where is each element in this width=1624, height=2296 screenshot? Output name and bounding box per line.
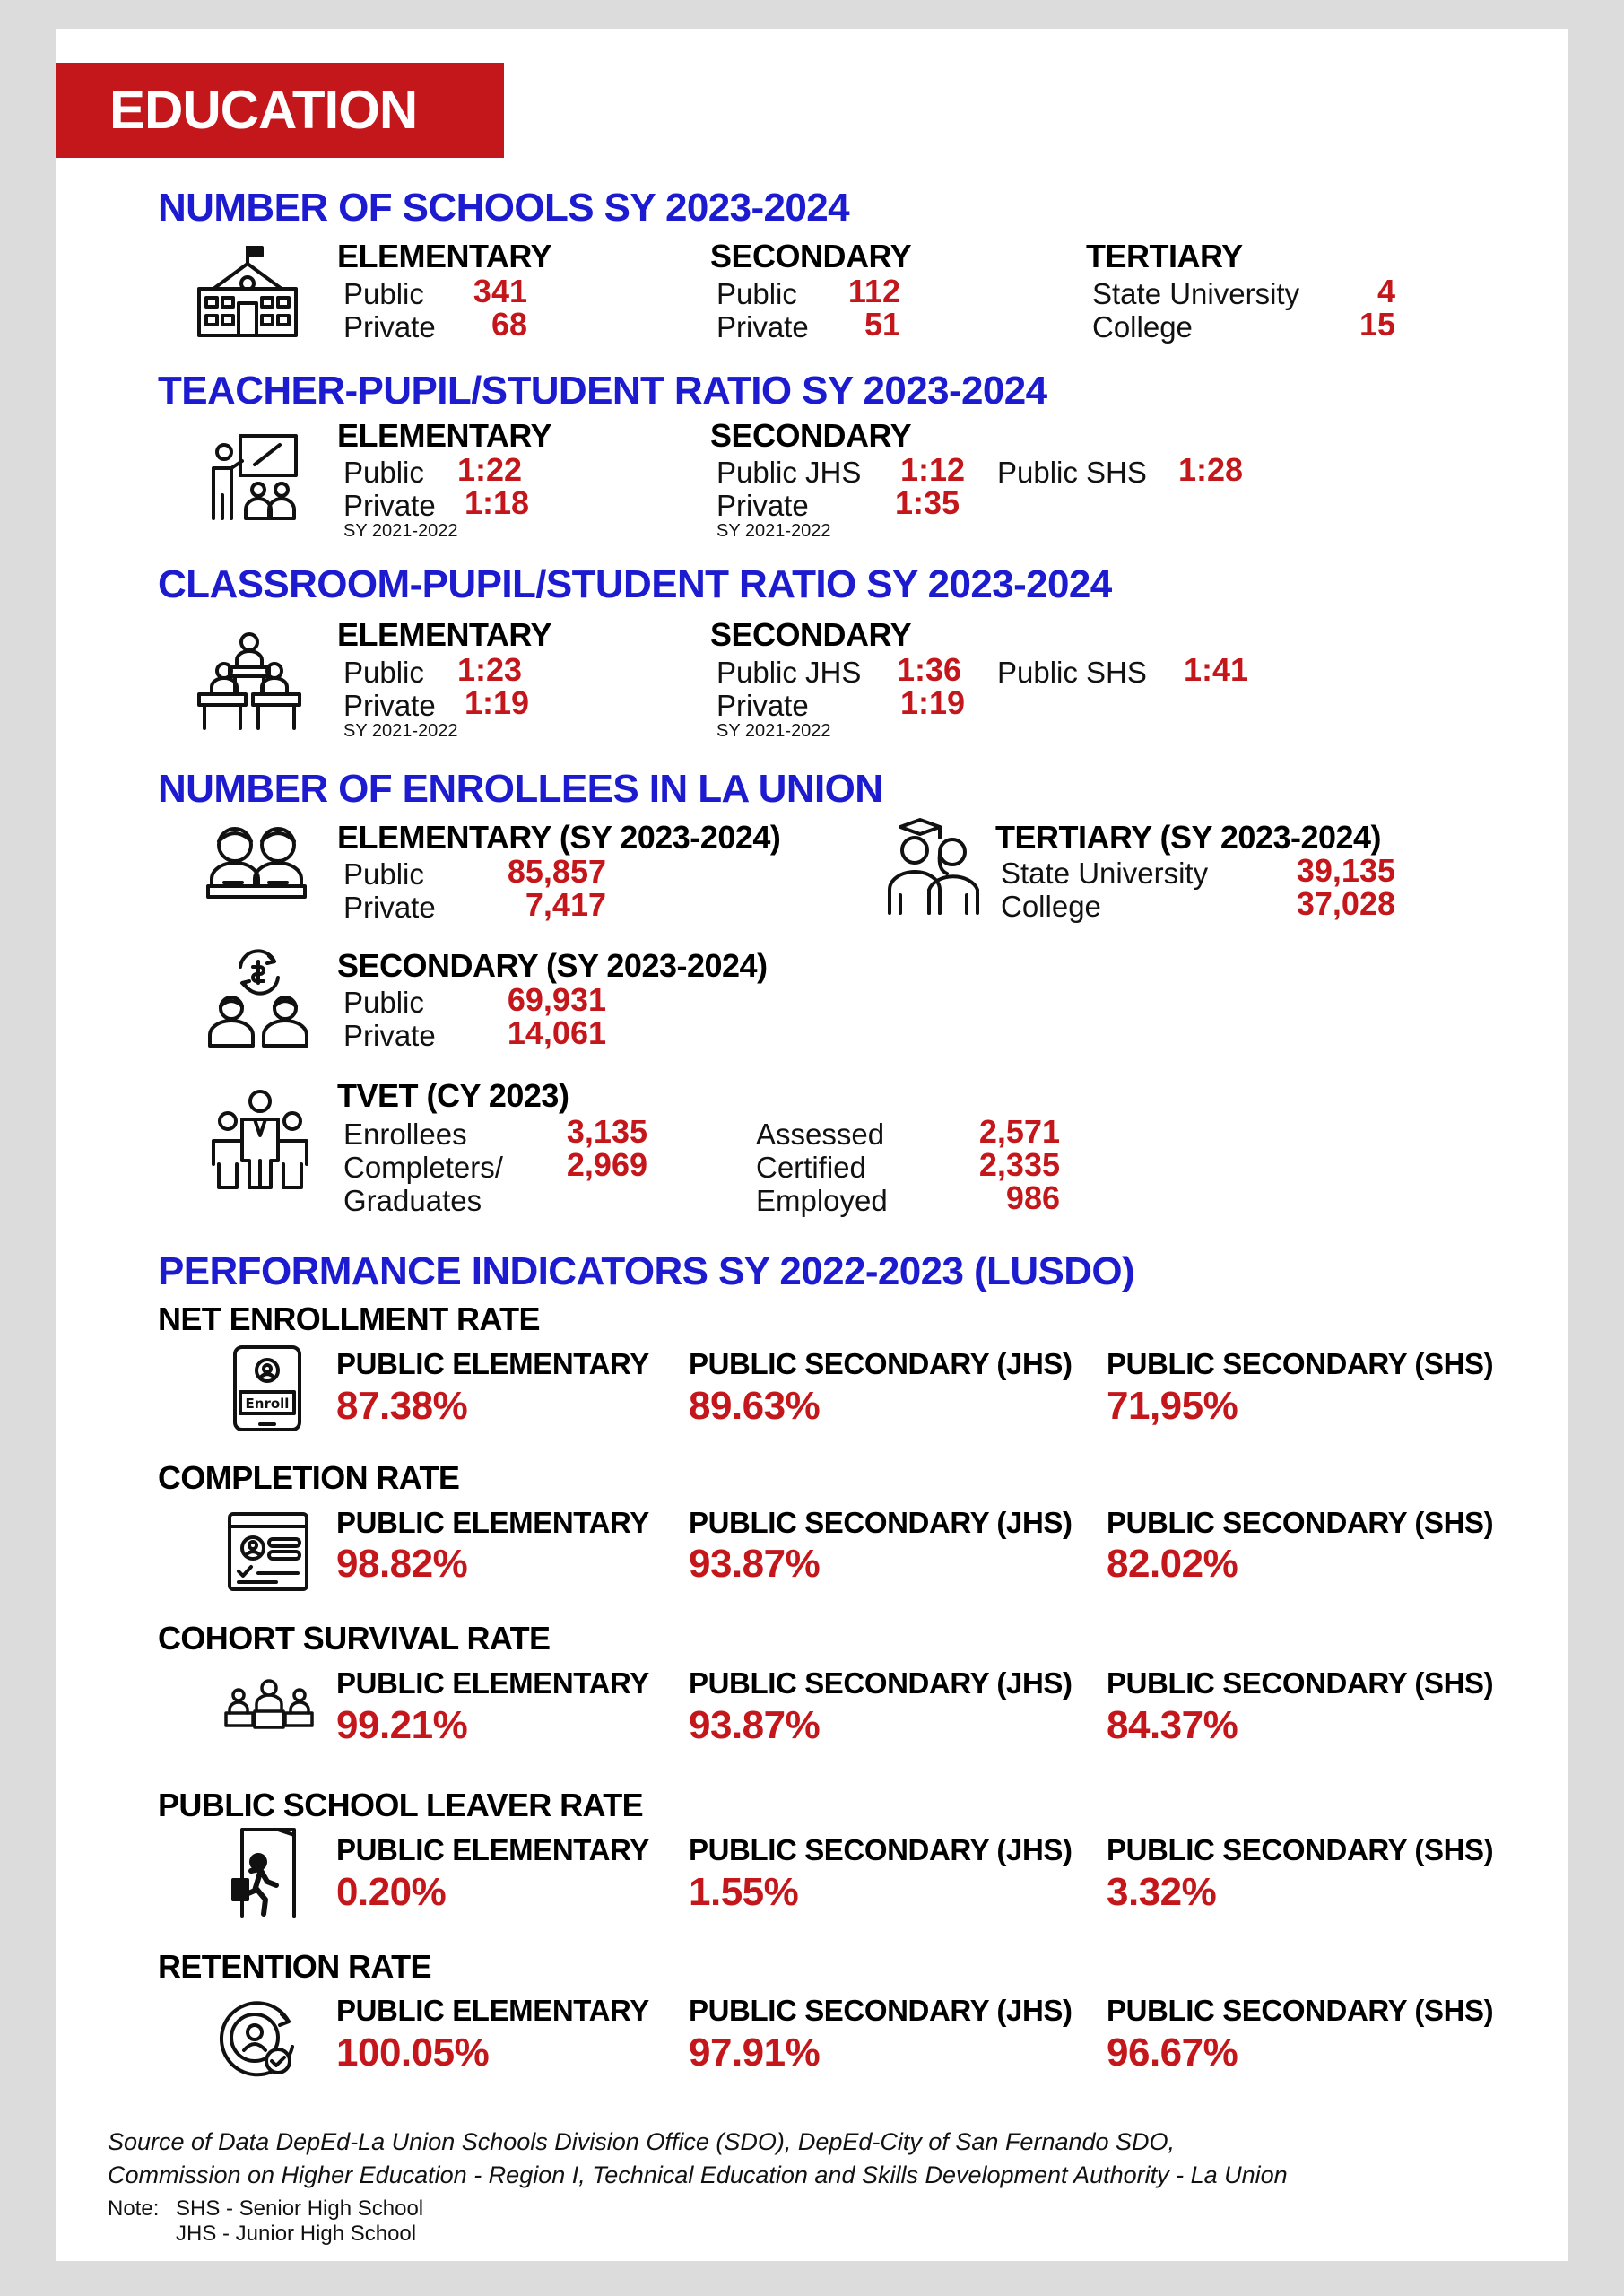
enrol-ter-college: 37,028	[1296, 885, 1395, 922]
retention-elem-head: PUBLIC ELEMENTARY	[336, 1994, 649, 2027]
classroom-sec-private: 1:19	[900, 684, 966, 721]
enrol-elem-public: 85,857	[507, 853, 606, 890]
tvet-certified-label: Certified	[756, 1151, 866, 1184]
enrol-ter-su-label: State University	[1001, 857, 1209, 890]
tvet-employed: 986	[1005, 1179, 1060, 1216]
note-line-2: JHS - Junior High School	[176, 2222, 417, 2246]
retention-label: RETENTION RATE	[158, 1948, 431, 1985]
completion-elem: 98.82%	[336, 1542, 468, 1586]
classroom-elem-note: SY 2021-2022	[343, 721, 458, 741]
enrol-elem-head: ELEMENTARY (SY 2023-2024)	[337, 819, 781, 856]
completion-jhs: 93.87%	[689, 1542, 821, 1586]
schools-ter-college-label: College	[1092, 310, 1193, 344]
education-banner	[56, 63, 504, 158]
enrol-sec-public: 69,931	[507, 981, 606, 1018]
teacher-elem-head: ELEMENTARY	[337, 417, 552, 454]
classroom-sec-note: SY 2021-2022	[716, 721, 831, 741]
enrollees-title: NUMBER OF ENROLLEES IN LA UNION	[158, 767, 883, 811]
tvet-completers-label: Completers/	[343, 1151, 503, 1184]
completion-jhs-head: PUBLIC SECONDARY (JHS)	[689, 1506, 1073, 1539]
teacher-sec-jhs-label: Public JHS	[716, 456, 862, 489]
schools-elem-public-label: Public	[343, 277, 424, 310]
classroom-elem-head: ELEMENTARY	[337, 616, 552, 653]
schools-sec-private-label: Private	[716, 310, 809, 344]
schools-ter-su-label: State University	[1092, 277, 1300, 310]
completion-shs-head: PUBLIC SECONDARY (SHS)	[1107, 1506, 1494, 1539]
classroom-desks-icon	[195, 630, 303, 732]
note-line-1: SHS - Senior High School	[176, 2196, 424, 2221]
leaver-elem-head: PUBLIC ELEMENTARY	[336, 1833, 649, 1866]
enrol-ter-college-label: College	[1001, 890, 1101, 923]
enrol-sec-private-label: Private	[343, 1019, 436, 1052]
net-enrollment-shs: 71,95%	[1107, 1384, 1238, 1428]
teacher-elem-private-label: Private	[343, 489, 436, 522]
classroom-elem-public-label: Public	[343, 656, 424, 689]
cohort-jhs: 93.87%	[689, 1703, 821, 1747]
enrol-sec-head: SECONDARY (SY 2023-2024)	[337, 947, 768, 984]
teacher-elem-private: 1:18	[465, 484, 530, 521]
teacher-sec-head: SECONDARY	[710, 417, 912, 454]
enrol-elem-public-label: Public	[343, 857, 424, 891]
cohort-jhs-head: PUBLIC SECONDARY (JHS)	[689, 1666, 1073, 1700]
schools-elem-public: 341	[473, 273, 527, 309]
leaver-jhs: 1.55%	[689, 1870, 799, 1914]
tvet-employed-label: Employed	[756, 1184, 888, 1217]
cohort-elem-head: PUBLIC ELEMENTARY	[336, 1666, 649, 1700]
teacher-sec-private-label: Private	[716, 489, 809, 522]
source-line-2: Commission on Higher Education - Region I, Technical Education and Skills Development Authority - La Union	[108, 2161, 1288, 2188]
classroom-sec-shs: 1:41	[1184, 651, 1249, 688]
banner-title: EDUCATION	[109, 80, 418, 140]
tvet-enrollees-label: Enrollees	[343, 1118, 467, 1151]
schools-sec-public-label: Public	[716, 277, 797, 310]
schools-elem-private-label: Private	[343, 310, 436, 344]
classroom-elem-public: 1:23	[457, 651, 523, 688]
teacher-sec-note: SY 2021-2022	[716, 521, 831, 541]
net-enrollment-jhs-head: PUBLIC SECONDARY (JHS)	[689, 1347, 1073, 1380]
classroom-elem-private: 1:19	[465, 684, 530, 721]
completion-label: COMPLETION RATE	[158, 1459, 460, 1496]
enrol-elem-private-label: Private	[343, 891, 436, 924]
enrol-ter-su: 39,135	[1296, 852, 1395, 889]
net-enrollment-jhs: 89.63%	[689, 1384, 821, 1428]
tvet-completers: 2,969	[566, 1146, 647, 1183]
schools-sec-private: 51	[864, 306, 900, 343]
teacher-elem-note: SY 2021-2022	[343, 521, 458, 541]
retention-shs-head: PUBLIC SECONDARY (SHS)	[1107, 1994, 1494, 2027]
classroom-sec-private-label: Private	[716, 689, 809, 722]
leaving-door-icon	[231, 1826, 300, 1919]
teacher-sec-private: 1:35	[895, 484, 960, 521]
enrol-sec-public-label: Public	[343, 986, 424, 1019]
workers-group-icon	[210, 1089, 310, 1189]
classroom-sec-jhs: 1:36	[897, 651, 962, 688]
performance-title: PERFORMANCE INDICATORS SY 2022-2023 (LUSDO)	[158, 1249, 1135, 1293]
tvet-head: TVET (CY 2023)	[337, 1077, 569, 1114]
net-enrollment-elem-head: PUBLIC ELEMENTARY	[336, 1347, 649, 1380]
cohort-survival-label: COHORT SURVIVAL RATE	[158, 1620, 551, 1657]
retention-elem: 100.05%	[336, 2031, 490, 2074]
classroom-sec-shs-label: Public SHS	[997, 656, 1147, 689]
schools-sec-public: 112	[847, 273, 900, 309]
classroom-ratio-title: CLASSROOM-PUPIL/STUDENT RATIO SY 2023-2024	[158, 562, 1112, 606]
tvet-enrollees: 3,135	[566, 1113, 647, 1150]
teacher-sec-shs: 1:28	[1178, 451, 1244, 488]
completion-shs: 82.02%	[1107, 1542, 1238, 1586]
school-leaver-label: PUBLIC SCHOOL LEAVER RATE	[158, 1787, 644, 1823]
enroll-tablet-icon	[230, 1344, 305, 1433]
retention-shs: 96.67%	[1107, 2031, 1238, 2074]
schools-ter-college: 15	[1359, 306, 1395, 343]
tvet-assessed: 2,571	[978, 1113, 1060, 1150]
cohort-shs-head: PUBLIC SECONDARY (SHS)	[1107, 1666, 1494, 1700]
classroom-sec-head: SECONDARY	[710, 616, 912, 653]
cohort-elem: 99.21%	[336, 1703, 468, 1747]
teacher-board-icon	[210, 432, 300, 522]
net-enrollment-elem: 87.38%	[336, 1384, 468, 1428]
teacher-elem-public-label: Public	[343, 456, 424, 489]
retention-jhs: 97.91%	[689, 2031, 821, 2074]
profile-card-icon	[226, 1510, 310, 1593]
enrol-elem-private: 7,417	[525, 886, 606, 923]
schools-secondary-head: SECONDARY	[710, 238, 912, 274]
classroom-elem-private-label: Private	[343, 689, 436, 722]
tvet-certified: 2,335	[978, 1146, 1060, 1183]
cohort-students-icon	[224, 1679, 314, 1733]
students-exchange-icon	[206, 947, 310, 1048]
svg-text:Enroll: Enroll	[245, 1396, 290, 1412]
schools-elementary-head: ELEMENTARY	[337, 238, 552, 274]
schools-ter-su: 4	[1376, 273, 1395, 309]
schools-elem-private: 68	[491, 306, 527, 343]
enrol-sec-private: 14,061	[507, 1014, 606, 1051]
leaver-jhs-head: PUBLIC SECONDARY (JHS)	[689, 1833, 1073, 1866]
two-pupils-icon	[206, 823, 307, 900]
completion-elem-head: PUBLIC ELEMENTARY	[336, 1506, 649, 1539]
enrol-ter-head: TERTIARY (SY 2023-2024)	[995, 819, 1382, 856]
school-building-icon	[195, 244, 300, 339]
classroom-sec-jhs-label: Public JHS	[716, 656, 862, 689]
teacher-elem-public: 1:22	[457, 451, 523, 488]
leaver-shs: 3.32%	[1107, 1870, 1217, 1914]
net-enrollment-label: NET ENROLLMENT RATE	[158, 1300, 540, 1337]
leaver-shs-head: PUBLIC SECONDARY (SHS)	[1107, 1833, 1494, 1866]
retention-jhs-head: PUBLIC SECONDARY (JHS)	[689, 1994, 1073, 2027]
teacher-ratio-title: TEACHER-PUPIL/STUDENT RATIO SY 2023-2024	[158, 369, 1047, 413]
graduates-icon	[884, 814, 981, 915]
teacher-sec-jhs: 1:12	[900, 451, 966, 488]
net-enrollment-shs-head: PUBLIC SECONDARY (SHS)	[1107, 1347, 1494, 1380]
leaver-elem: 0.20%	[336, 1870, 447, 1914]
tvet-graduates-label: Graduates	[343, 1184, 482, 1217]
note-label: Note:	[108, 2196, 160, 2221]
retention-cycle-icon	[215, 1995, 301, 2081]
source-line-1: Source of Data DepEd-La Union Schools Division Office (SDO), DepEd-City of San Fernando SDO,	[108, 2128, 1176, 2155]
cohort-shs: 84.37%	[1107, 1703, 1238, 1747]
schools-title: NUMBER OF SCHOOLS SY 2023-2024	[158, 186, 849, 230]
schools-tertiary-head: TERTIARY	[1086, 238, 1243, 274]
teacher-sec-shs-label: Public SHS	[997, 456, 1147, 489]
tvet-assessed-label: Assessed	[756, 1118, 885, 1151]
